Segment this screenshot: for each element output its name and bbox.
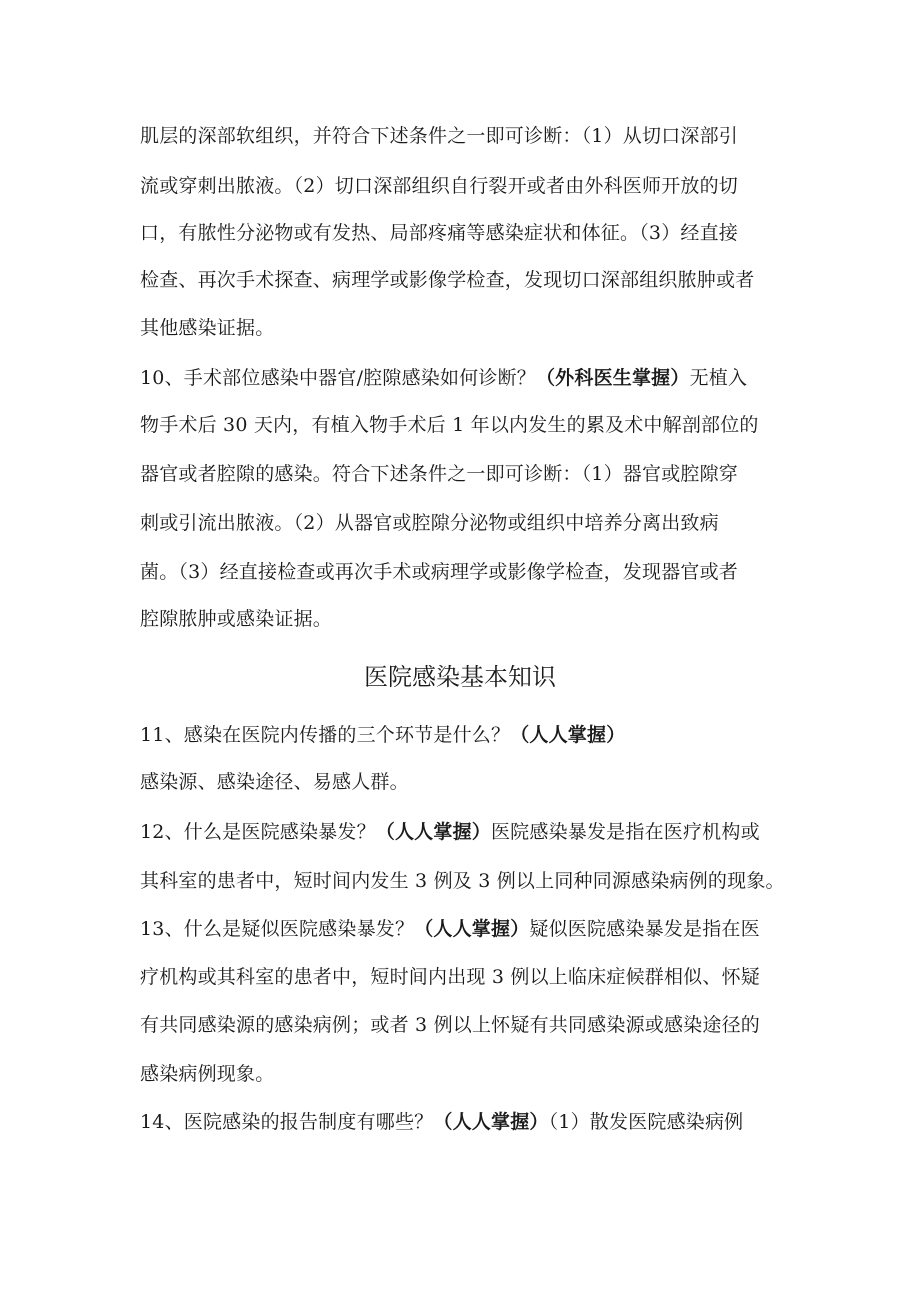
question-10-suffix: 无植入: [689, 367, 748, 389]
section-title: 医院感染基本知识: [364, 663, 556, 691]
question-13-prefix: 13、什么是疑似医院感染暴发？: [140, 918, 415, 940]
text-line: 腔隙脓肿或感染证据。: [140, 608, 333, 630]
text-line: 菌。（3）经直接检查或再次手术或病理学或影像学检查，发现器官或者: [140, 561, 738, 583]
text-line: 器官或者腔隙的感染。符合下述条件之一即可诊断：（1）器官或腔隙穿: [140, 463, 738, 485]
question-12-tag: （人人掌握）: [375, 821, 491, 843]
question-10-line: [140, 366, 747, 390]
question-13-tag: （人人掌握）: [414, 918, 530, 940]
question-11-prefix: 11、感染在医院内传播的三个环节是什么？: [140, 724, 511, 746]
text-line: 感染源、感染途径、易感人群。: [140, 771, 409, 793]
text-line: 肌层的深部软组织，并符合下述条件之一即可诊断：（1）从切口深部引: [140, 125, 738, 147]
text-line: 感染病例现象。: [140, 1063, 275, 1085]
question-11-line: [140, 723, 625, 747]
text-line: 物手术后 30 天内，有植入物手术后 1 年以内发生的累及术中解剖部位的: [140, 414, 759, 436]
question-11-tag: （人人掌握）: [510, 724, 626, 746]
question-14-suffix: （1）散发医院感染病例: [548, 1111, 744, 1133]
question-13-line: [140, 917, 760, 941]
text-line: 检查、再次手术探查、病理学或影像学检查，发现切口深部组织脓肿或者: [140, 269, 755, 291]
question-14-tag: （人人掌握）: [433, 1111, 549, 1133]
question-12-suffix: 医院感染暴发是指在医疗机构或: [490, 821, 760, 843]
text-line: 有共同感染源的感染病例；或者 3 例以上怀疑有共同感染源或感染途径的: [140, 1014, 760, 1036]
text-line: 流或穿刺出脓液。（2）切口深部组织自行裂开或者由外科医师开放的切: [140, 175, 738, 197]
text-line: 疗机构或其科室的患者中，短时间内出现 3 例以上临床症候群相似、怀疑: [140, 966, 760, 988]
question-10-tag: （外科医生掌握）: [535, 367, 690, 389]
question-10-prefix: 10、手术部位感染中器官/腔隙感染如何诊断？: [140, 367, 536, 389]
text-line: 其他感染证据。: [140, 317, 275, 339]
question-12-prefix: 12、什么是医院感染暴发？: [140, 821, 376, 843]
question-13-suffix: 疑似医院感染暴发是指在医: [529, 918, 760, 940]
question-14-line: [140, 1110, 743, 1134]
text-line: 刺或引流出脓液。（2）从器官或腔隙分泌物或组织中培养分离出致病: [140, 512, 719, 534]
text-line: 口，有脓性分泌物或有发热、局部疼痛等感染症状和体征。（3）经直接: [140, 222, 738, 244]
text-line: 其科室的患者中，短时间内发生 3 例及 3 例以上同种同源感染病例的现象。: [140, 870, 785, 892]
question-14-prefix: 14、医院感染的报告制度有哪些？: [140, 1111, 434, 1133]
question-12-line: [140, 820, 760, 844]
